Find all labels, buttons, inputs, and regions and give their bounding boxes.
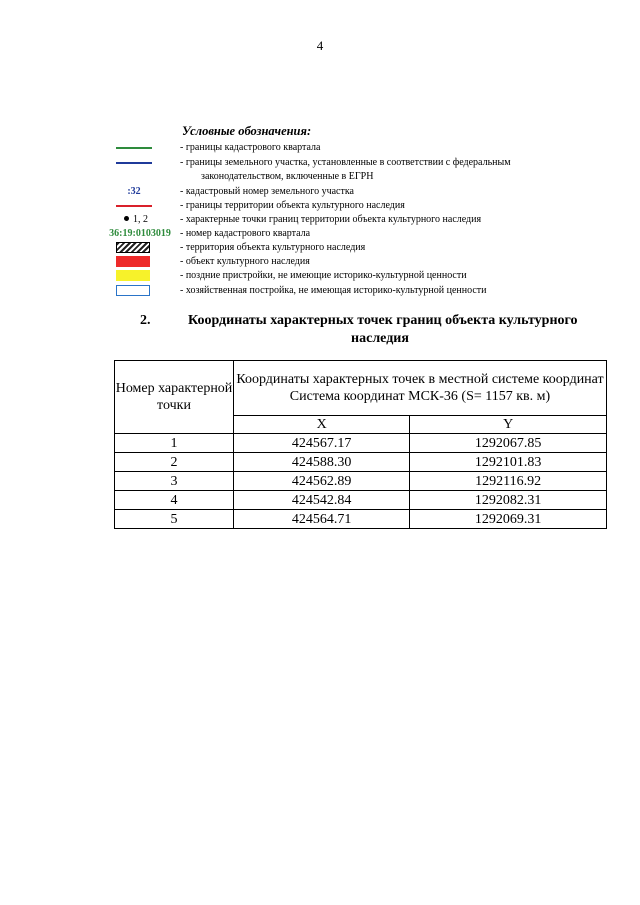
legend-item-utility-building bbox=[0, 284, 640, 298]
point-number-cell: 3 bbox=[115, 472, 234, 491]
legend-item-text: - кадастровый номер земельного участка bbox=[180, 186, 354, 197]
point-number-cell: 1 bbox=[115, 434, 234, 453]
section-number: 2. bbox=[140, 313, 151, 328]
legend-item-continuation bbox=[0, 170, 640, 184]
table-header-row bbox=[115, 361, 607, 416]
legend-item-text: - характерные точки границ территории объекта культурного наследия bbox=[180, 214, 482, 225]
table-row bbox=[115, 491, 607, 510]
hatched-box-symbol bbox=[112, 241, 156, 255]
legend-item-cadastral-quarter-number bbox=[0, 227, 640, 241]
legend-item-land-plot-boundary bbox=[0, 156, 640, 170]
green-line-symbol bbox=[112, 141, 156, 155]
legend-item-heritage-territory bbox=[0, 241, 640, 255]
legend-item-late-extensions bbox=[0, 269, 640, 283]
red-box-symbol bbox=[112, 255, 156, 269]
legend-item-land-plot-number bbox=[0, 185, 640, 199]
legend-item-cadastral-quarter-boundary bbox=[0, 141, 640, 155]
legend-item-heritage-object bbox=[0, 255, 640, 269]
x-cell: 424588.30 bbox=[234, 453, 410, 472]
blue-line-symbol bbox=[112, 156, 156, 170]
coordinates-header-line1: Координаты характерных точек в местной системе координат bbox=[236, 372, 604, 387]
x-cell: 424564.71 bbox=[234, 510, 410, 529]
x-cell: 424562.89 bbox=[234, 472, 410, 491]
table-row bbox=[115, 510, 607, 529]
y-cell: 1292082.31 bbox=[410, 491, 607, 510]
section-title-line1: Координаты характерных точек границ объекта культурного bbox=[188, 313, 578, 328]
y-header: Y bbox=[410, 416, 607, 434]
table-row bbox=[115, 434, 607, 453]
coordinates-table bbox=[114, 360, 607, 529]
y-cell: 1292069.31 bbox=[410, 510, 607, 529]
y-cell: 1292116.92 bbox=[410, 472, 607, 491]
section-title-line2: наследия bbox=[351, 331, 409, 346]
x-cell: 424542.84 bbox=[234, 491, 410, 510]
x-cell: 424567.17 bbox=[234, 434, 410, 453]
point-symbol: 1, 2 bbox=[112, 213, 156, 227]
table-row bbox=[115, 453, 607, 472]
outlined-box-symbol bbox=[112, 284, 156, 298]
point-number-cell: 2 bbox=[115, 453, 234, 472]
legend-item-text: - границы земельного участка, установленные в соответствии с федеральным bbox=[180, 157, 511, 168]
legend-title: Условные обозначения: bbox=[182, 124, 312, 138]
legend-item-text: - границы кадастрового квартала bbox=[180, 142, 321, 153]
legend-item-text: - территория объекта культурного наследия bbox=[180, 242, 366, 253]
legend-item-text: - поздние пристройки, не имеющие историко-культурной ценности bbox=[180, 270, 467, 281]
yellow-box-symbol bbox=[112, 269, 156, 283]
y-cell: 1292101.83 bbox=[410, 453, 607, 472]
legend-item-text: законодательством, включенные в ЕГРН bbox=[201, 171, 374, 182]
dot-icon bbox=[124, 216, 129, 221]
point-number-cell: 5 bbox=[115, 510, 234, 529]
table-row bbox=[115, 472, 607, 491]
coordinates-header-line2: Система координат МСК-36 (S= 1157 кв. м) bbox=[289, 389, 551, 404]
legend-item-text: - объект культурного наследия bbox=[180, 256, 310, 267]
legend-item-text: - границы территории объекта культурного наследия bbox=[180, 200, 405, 211]
legend-item-text: - номер кадастрового квартала bbox=[180, 228, 311, 239]
x-header: X bbox=[234, 416, 410, 434]
point-number-header: Номер характерной точки bbox=[115, 361, 234, 434]
quarter-number-symbol: 36:19:0103019 bbox=[109, 228, 171, 239]
y-cell: 1292067.85 bbox=[410, 434, 607, 453]
red-line-symbol bbox=[112, 199, 156, 213]
legend-item-characteristic-points bbox=[0, 213, 640, 227]
legend-item-text: - хозяйственная постройка, не имеющая историко-культурной ценности bbox=[180, 285, 487, 296]
legend-item-heritage-territory-boundary bbox=[0, 199, 640, 213]
point-number-cell: 4 bbox=[115, 491, 234, 510]
coordinates-header bbox=[234, 361, 607, 416]
cadastral-number-symbol: :32 bbox=[127, 186, 141, 197]
page-number: 4 bbox=[316, 38, 324, 53]
